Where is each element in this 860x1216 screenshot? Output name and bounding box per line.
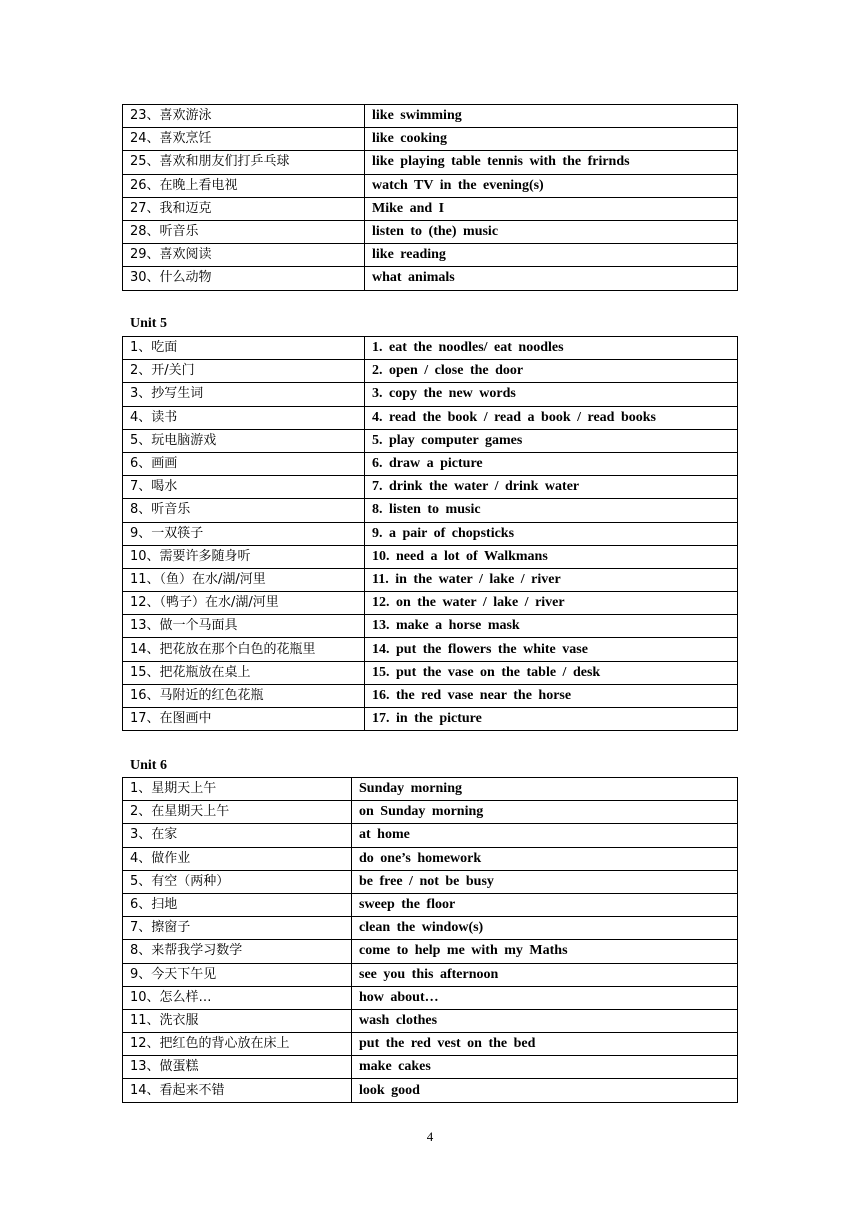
english-phrase: 4. read the book / read a book / read books: [365, 406, 738, 429]
table-row: [123, 801, 738, 824]
chinese-phrase: 13、做蛋糕: [123, 1056, 352, 1079]
chinese-phrase: 23、喜欢游泳: [123, 105, 365, 128]
table-row: [123, 174, 738, 197]
chinese-phrase: 3、在家: [123, 824, 352, 847]
english-phrase: 15. put the vase on the table / desk: [365, 661, 738, 684]
chinese-phrase: 9、一双筷子: [123, 522, 365, 545]
english-phrase: 17. in the picture: [365, 708, 738, 731]
chinese-phrase: 14、看起来不错: [123, 1079, 352, 1102]
english-phrase: 1. eat the noodles/ eat noodles: [365, 337, 738, 360]
chinese-phrase: 6、扫地: [123, 893, 352, 916]
table-row: [123, 452, 738, 475]
chinese-phrase: 6、画画: [123, 452, 365, 475]
chinese-phrase: 14、把花放在那个白色的花瓶里: [123, 638, 365, 661]
chinese-phrase: 5、玩电脑游戏: [123, 429, 365, 452]
table-row: [123, 499, 738, 522]
table-row: [123, 406, 738, 429]
english-phrase: watch TV in the evening(s): [365, 174, 738, 197]
vocab-table-unit4-continued: [122, 104, 738, 291]
table-row: [123, 661, 738, 684]
unit6-title: Unit 6: [130, 758, 167, 773]
chinese-phrase: 30、什么动物: [123, 267, 365, 290]
english-phrase: 11. in the water / lake / river: [365, 568, 738, 591]
english-phrase: like swimming: [365, 105, 738, 128]
page-number: 4: [426, 1129, 434, 1144]
table-row: [123, 1009, 738, 1032]
table-row: [123, 824, 738, 847]
english-phrase: sweep the floor: [352, 893, 738, 916]
table-row: [123, 963, 738, 986]
table-row: [123, 337, 738, 360]
chinese-phrase: 2、在星期天上午: [123, 801, 352, 824]
chinese-phrase: 7、喝水: [123, 476, 365, 499]
chinese-phrase: 29、喜欢阅读: [123, 244, 365, 267]
chinese-phrase: 12、（鸭子）在水/湖/河里: [123, 592, 365, 615]
english-phrase: be free / not be busy: [352, 870, 738, 893]
table-row: [123, 267, 738, 290]
english-phrase: listen to (the) music: [365, 220, 738, 243]
english-phrase: look good: [352, 1079, 738, 1102]
english-phrase: make cakes: [352, 1056, 738, 1079]
table-row: [123, 522, 738, 545]
english-phrase: 3. copy the new words: [365, 383, 738, 406]
chinese-phrase: 17、在图画中: [123, 708, 365, 731]
english-phrase: 6. draw a picture: [365, 452, 738, 475]
chinese-phrase: 25、喜欢和朋友们打乒乓球: [123, 151, 365, 174]
table-row: [123, 360, 738, 383]
unit5-title: Unit 5: [130, 316, 167, 331]
chinese-phrase: 4、读书: [123, 406, 365, 429]
english-phrase: Sunday morning: [352, 778, 738, 801]
table-row: [123, 592, 738, 615]
table-row: [123, 1056, 738, 1079]
chinese-phrase: 10、怎么样…: [123, 986, 352, 1009]
english-phrase: 5. play computer games: [365, 429, 738, 452]
english-phrase: 14. put the flowers the white vase: [365, 638, 738, 661]
english-phrase: Mike and I: [365, 197, 738, 220]
table-row: [123, 1033, 738, 1056]
chinese-phrase: 11、洗衣服: [123, 1009, 352, 1032]
english-phrase: like playing table tennis with the frirnds: [365, 151, 738, 174]
english-phrase: at home: [352, 824, 738, 847]
chinese-phrase: 1、星期天上午: [123, 778, 352, 801]
table-row: [123, 220, 738, 243]
english-phrase: put the red vest on the bed: [352, 1033, 738, 1056]
english-phrase: 16. the red vase near the horse: [365, 684, 738, 707]
table-row: [123, 244, 738, 267]
table-row: [123, 568, 738, 591]
chinese-phrase: 5、有空（两种）: [123, 870, 352, 893]
chinese-phrase: 9、今天下午见: [123, 963, 352, 986]
table-row: [123, 197, 738, 220]
chinese-phrase: 16、马附近的红色花瓶: [123, 684, 365, 707]
chinese-phrase: 26、在晚上看电视: [123, 174, 365, 197]
english-phrase: wash clothes: [352, 1009, 738, 1032]
table-row: [123, 778, 738, 801]
vocab-table-unit5: [122, 336, 738, 731]
chinese-phrase: 1、吃面: [123, 337, 365, 360]
english-phrase: what animals: [365, 267, 738, 290]
english-phrase: see you this afternoon: [352, 963, 738, 986]
chinese-phrase: 8、来帮我学习数学: [123, 940, 352, 963]
table-row: [123, 847, 738, 870]
table-row: [123, 870, 738, 893]
english-phrase: 10. need a lot of Walkmans: [365, 545, 738, 568]
english-phrase: 7. drink the water / drink water: [365, 476, 738, 499]
chinese-phrase: 12、把红色的背心放在床上: [123, 1033, 352, 1056]
chinese-phrase: 10、需要许多随身听: [123, 545, 365, 568]
chinese-phrase: 13、做一个马面具: [123, 615, 365, 638]
chinese-phrase: 27、我和迈克: [123, 197, 365, 220]
english-phrase: 2. open / close the door: [365, 360, 738, 383]
table-row: [123, 1079, 738, 1102]
chinese-phrase: 24、喜欢烹饪: [123, 128, 365, 151]
english-phrase: like cooking: [365, 128, 738, 151]
table-row: [123, 476, 738, 499]
table-row: [123, 893, 738, 916]
english-phrase: do one’s homework: [352, 847, 738, 870]
table-row: [123, 383, 738, 406]
table-row: [123, 684, 738, 707]
chinese-phrase: 2、开/关门: [123, 360, 365, 383]
table-row: [123, 429, 738, 452]
table-row: [123, 638, 738, 661]
chinese-phrase: 8、听音乐: [123, 499, 365, 522]
table-row: [123, 545, 738, 568]
english-phrase: how about…: [352, 986, 738, 1009]
chinese-phrase: 11、（鱼）在水/湖/河里: [123, 568, 365, 591]
table-row: [123, 105, 738, 128]
english-phrase: like reading: [365, 244, 738, 267]
chinese-phrase: 15、把花瓶放在桌上: [123, 661, 365, 684]
english-phrase: clean the window(s): [352, 917, 738, 940]
chinese-phrase: 4、做作业: [123, 847, 352, 870]
english-phrase: 8. listen to music: [365, 499, 738, 522]
table-row: [123, 708, 738, 731]
table-row: [123, 128, 738, 151]
table-row: [123, 917, 738, 940]
english-phrase: 12. on the water / lake / river: [365, 592, 738, 615]
english-phrase: on Sunday morning: [352, 801, 738, 824]
english-phrase: come to help me with my Maths: [352, 940, 738, 963]
chinese-phrase: 7、擦窗子: [123, 917, 352, 940]
table-row: [123, 615, 738, 638]
table-row: [123, 151, 738, 174]
vocab-table-unit6: [122, 777, 738, 1103]
chinese-phrase: 3、抄写生词: [123, 383, 365, 406]
english-phrase: 9. a pair of chopsticks: [365, 522, 738, 545]
table-row: [123, 986, 738, 1009]
english-phrase: 13. make a horse mask: [365, 615, 738, 638]
chinese-phrase: 28、听音乐: [123, 220, 365, 243]
table-row: [123, 940, 738, 963]
